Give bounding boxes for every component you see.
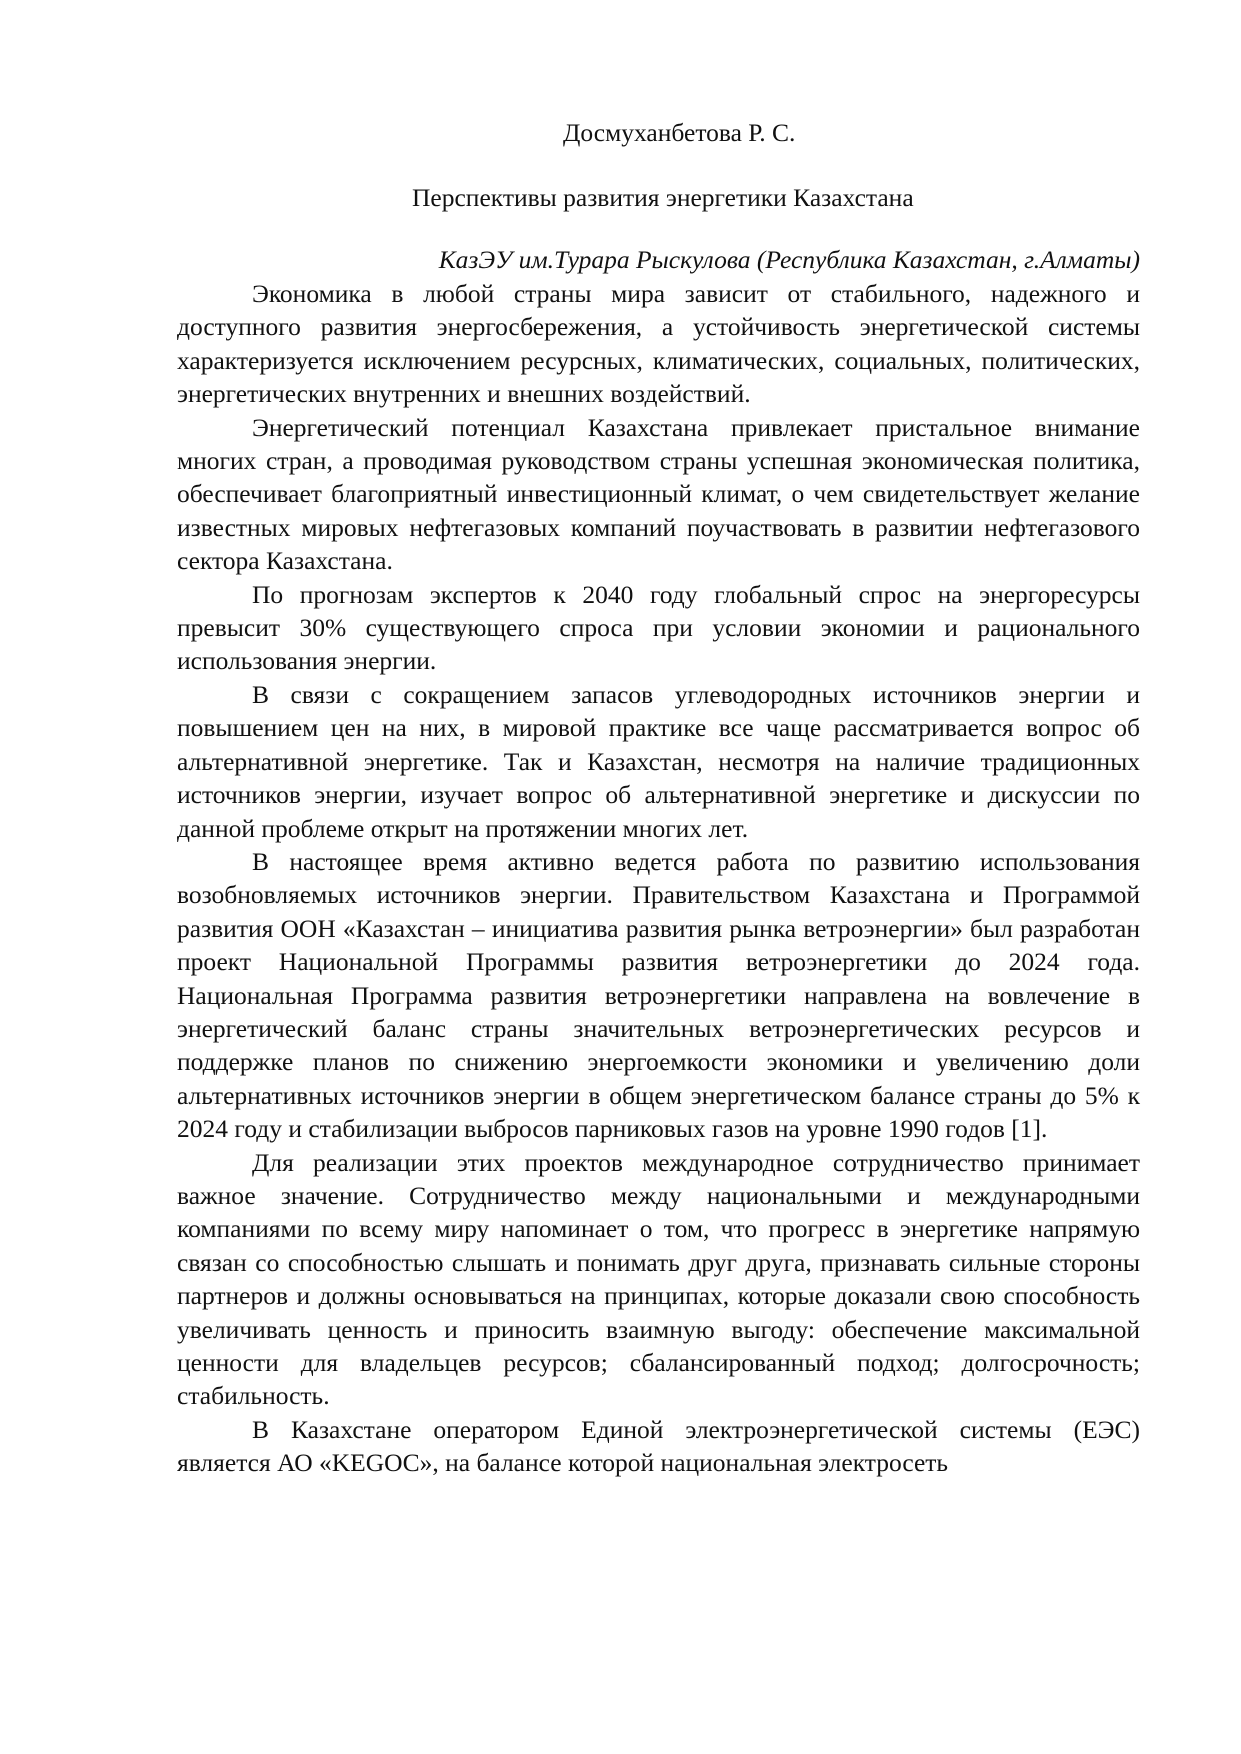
paragraph-7: В Казахстане оператором Единой электроэнергетической системы (ЕЭС) является АО «KEGOC», на балансе которой национальная электросеть <box>177 1414 1140 1478</box>
paragraph-6: Для реализации этих проектов международное сотрудничество принимает важное значение. Сотрудничество между национальными и международными компаниями по всему миру напоминает о том, что прогресс в энергетике напрямую связан со способностью слышать и понимать друг друга, признавать сильные стороны партнеров и должны основываться на принципах, которые доказали свою способность увеличивать ценность и приносить взаимную выгоду: обеспечение максимальной ценности для владельцев ресурсов; сбалансированный подход; долгосрочность; стабильность. <box>177 1147 1140 1411</box>
affiliation: КазЭУ им.Турара Рыскулова (Республика Казахстан, г.Алматы) <box>438 245 1140 274</box>
paper-title: Перспективы развития энергетики Казахстана <box>412 183 914 212</box>
paragraph-2: Энергетический потенциал Казахстана привлекает пристальное внимание многих стран, а проводимая руководством страны успешная экономическая политика, обеспечивает благоприятный инвестиционный климат, о чем свидетельствует желание известных мировых нефтегазовых компаний поучаствовать в развитии нефтегазового сектора Казахстана. <box>177 412 1140 576</box>
paragraph-3: По прогнозам экспертов к 2040 году глобальный спрос на энергоресурсы превысит 30% существующего спроса при условии экономии и рационального использования энергии. <box>177 579 1140 676</box>
paragraph-1: Экономика в любой страны мира зависит от стабильного, надежного и доступного развития энергосбережения, а устойчивость энергетической системы характеризуется исключением ресурсных, климатических, социальных, политических, энергетических внутренних и внешних воздействий. <box>177 279 1140 409</box>
paragraph-4: В связи с сокращением запасов углеводородных источников энергии и повышением цен на них, в мировой практике все чаще рассматривается вопрос об альтернативной энергетике. Так и Казахстан, несмотря на наличие традиционных источников энергии, изучает вопрос об альтернативной энергетике и дискуссии по данной проблеме открыт на протяжении многих лет. <box>177 679 1140 843</box>
body-text <box>177 277 1140 1480</box>
paragraph-5: В настоящее время активно ведется работа по развитию использования возобновляемых источников энергии. Правительством Казахстана и Программой развития ООН «Казахстан – инициатива развития рынка ветроэнергии» был разработан проект Национальной Программы развития ветроэнергетики до 2024 года. Национальная Программа развития ветроэнергетики направлена на вовлечение в энергетический баланс страны значительных ветроэнергетических ресурсов и поддержке планов по снижению энергоемкости экономики и увеличению доли альтернативных источников энергии в общем энергетическом балансе страны до 5% к 2024 году и стабилизации выбросов парниковых газов на уровне 1990 годов [1]. <box>177 846 1140 1144</box>
author-name: Досмуханбетова Р. С. <box>563 118 796 147</box>
